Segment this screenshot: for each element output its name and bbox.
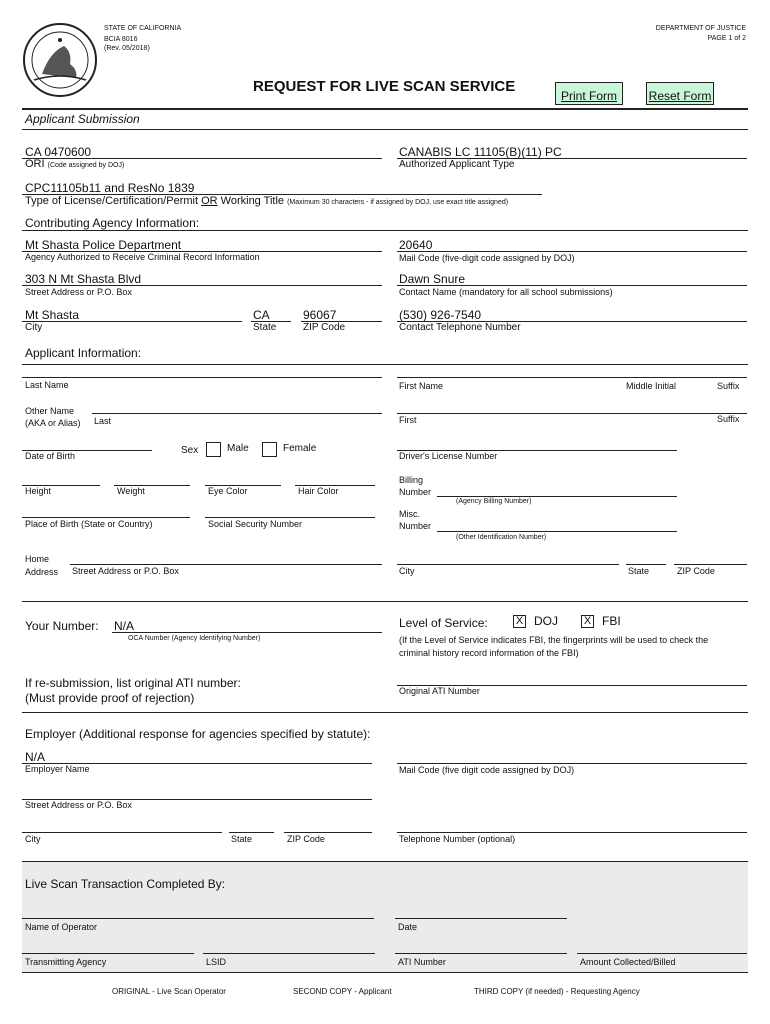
print-form-button[interactable]: Print Form	[555, 82, 623, 105]
applicant-type-value[interactable]: CANABIS LC 11105(B)(11) PC	[399, 145, 562, 159]
license-value[interactable]: CPC11105b11 and ResNo 1839	[25, 181, 195, 195]
ssn-label: Social Security Number	[208, 519, 303, 529]
reset-form-button[interactable]: Reset Form	[646, 82, 714, 105]
first-name-label: First Name	[399, 381, 444, 391]
ori-label: ORI (Code assigned by DOJ)	[25, 158, 125, 170]
applicant-heading: Applicant Information:	[25, 346, 142, 360]
transmitting-agency-label: Transmitting Agency	[25, 957, 107, 967]
billing-label-b: Number	[399, 487, 432, 497]
other-name-label: Other Name	[25, 406, 75, 416]
home-city-label: City	[399, 566, 415, 576]
agency-state[interactable]: CA	[253, 308, 270, 322]
state-seal-logo	[20, 22, 100, 98]
height-label: Height	[25, 486, 52, 496]
contact-phone-label: Contact Telephone Number	[399, 322, 521, 333]
employer-name-label: Employer Name	[25, 764, 90, 774]
suffix-label: Suffix	[717, 381, 740, 391]
home-zip-label: ZIP Code	[677, 566, 715, 576]
eye-color-label: Eye Color	[208, 486, 248, 496]
resubmission-label-2: (Must provide proof of rejection)	[25, 691, 195, 705]
sex-label: Sex	[181, 445, 199, 456]
level-note-1: (If the Level of Service indicates FBI, the fingerprints will be used to check the	[399, 635, 709, 645]
doj-checkbox[interactable]: X	[513, 615, 526, 628]
misc-note: (Other Identification Number)	[456, 534, 547, 541]
male-label: Male	[227, 443, 249, 454]
footer-original: ORIGINAL - Live Scan Operator	[112, 987, 226, 996]
form-revision: (Rev. 05/2018)	[104, 45, 150, 52]
agency-city[interactable]: Mt Shasta	[25, 308, 80, 322]
contact-name-label: Contact Name (mandatory for all school submissions)	[399, 287, 613, 297]
level-note-2: criminal history record information of the FBI)	[399, 648, 579, 658]
license-label: Type of License/Certification/Permit OR Working Title (Maximum 30 characters - if assigned by DOJ, use exact title assigned)	[25, 195, 509, 207]
agency-street[interactable]: 303 N Mt Shasta Blvd	[25, 272, 142, 286]
contact-name[interactable]: Dawn Snure	[399, 272, 466, 286]
employer-name-value[interactable]: N/A	[25, 750, 46, 764]
form-id: BCIA 8016	[104, 36, 138, 43]
agency-name-label: Agency Authorized to Receive Criminal Record Information	[25, 252, 260, 262]
misc-label-a: Misc.	[399, 509, 420, 519]
original-ati-label: Original ATI Number	[399, 686, 480, 696]
your-number-label: Your Number:	[25, 619, 99, 633]
home-label-a: Home	[25, 554, 50, 564]
other-first-label: First	[399, 415, 417, 425]
section-heading: Applicant Submission	[25, 112, 140, 126]
female-checkbox[interactable]	[262, 442, 277, 457]
agency-name[interactable]: Mt Shasta Police Department	[25, 238, 182, 252]
level-of-service-label: Level of Service:	[399, 616, 488, 630]
misc-label-b: Number	[399, 521, 432, 531]
billing-note: (Agency Billing Number)	[456, 498, 532, 505]
employer-mail-label: Mail Code (five digit code assigned by DOJ)	[399, 765, 575, 775]
hair-color-label: Hair Color	[298, 486, 339, 496]
fbi-label: FBI	[602, 614, 621, 628]
date-label: Date	[398, 922, 418, 932]
agency-zip-label: ZIP Code	[303, 322, 346, 333]
contributing-heading: Contributing Agency Information:	[25, 216, 200, 230]
lsid-label: LSID	[206, 957, 227, 967]
your-number-value[interactable]: N/A	[114, 619, 135, 633]
female-label: Female	[283, 443, 317, 454]
fbi-checkbox[interactable]: X	[581, 615, 594, 628]
amount-label: Amount Collected/Billed	[580, 957, 676, 967]
ati-number-label: ATI Number	[398, 957, 446, 967]
other-last-label: Last	[94, 416, 112, 426]
employer-phone-label: Telephone Number (optional)	[399, 834, 516, 844]
state-label: STATE OF CALIFORNIA	[104, 25, 182, 32]
ori-value[interactable]: CA 0470600	[25, 145, 92, 159]
doj-label: DOJ	[534, 614, 558, 628]
weight-label: Weight	[117, 486, 145, 496]
dob-label: Date of Birth	[25, 451, 76, 461]
aka-label: (AKA or Alias)	[25, 418, 81, 428]
mail-code-label: Mail Code (five-digit code assigned by DOJ)	[399, 253, 575, 263]
operator-label: Name of Operator	[25, 922, 98, 932]
employer-zip-label: ZIP Code	[287, 834, 325, 844]
home-label-b: Address	[25, 567, 59, 577]
form-title: REQUEST FOR LIVE SCAN SERVICE	[253, 78, 516, 95]
department-label: DEPARTMENT OF JUSTICE	[655, 25, 746, 32]
contact-phone[interactable]: (530) 926-7540	[399, 308, 482, 322]
employer-street-label: Street Address or P.O. Box	[25, 800, 132, 810]
oca-note: OCA Number (Agency Identifying Number)	[128, 635, 261, 642]
middle-initial-label: Middle Initial	[626, 381, 677, 391]
live-scan-heading: Live Scan Transaction Completed By:	[25, 877, 226, 891]
agency-street-label: Street Address or P.O. Box	[25, 287, 132, 297]
employer-heading: Employer (Additional response for agencies specified by statute):	[25, 727, 371, 741]
male-checkbox[interactable]	[206, 442, 221, 457]
home-street-label: Street Address or P.O. Box	[72, 566, 179, 576]
footer-second: SECOND COPY - Applicant	[293, 987, 392, 996]
mail-code[interactable]: 20640	[399, 238, 433, 252]
employer-state-label: State	[231, 834, 253, 844]
agency-state-label: State	[253, 322, 277, 333]
page-number: PAGE 1 of 2	[707, 35, 746, 42]
last-name-label: Last Name	[25, 380, 69, 390]
agency-zip[interactable]: 96067	[303, 308, 337, 322]
footer-third: THIRD COPY (if needed) - Requesting Agency	[474, 987, 640, 996]
home-state-label: State	[628, 566, 650, 576]
billing-label-a: Billing	[399, 475, 424, 485]
resubmission-label-1: If re-submission, list original ATI number:	[25, 676, 241, 690]
drivers-license-label: Driver's License Number	[399, 451, 498, 461]
employer-city-label: City	[25, 834, 41, 844]
other-suffix-label: Suffix	[717, 414, 740, 424]
place-of-birth-label: Place of Birth (State or Country)	[25, 519, 153, 529]
applicant-type-label: Authorized Applicant Type	[399, 159, 515, 170]
agency-city-label: City	[25, 322, 43, 333]
